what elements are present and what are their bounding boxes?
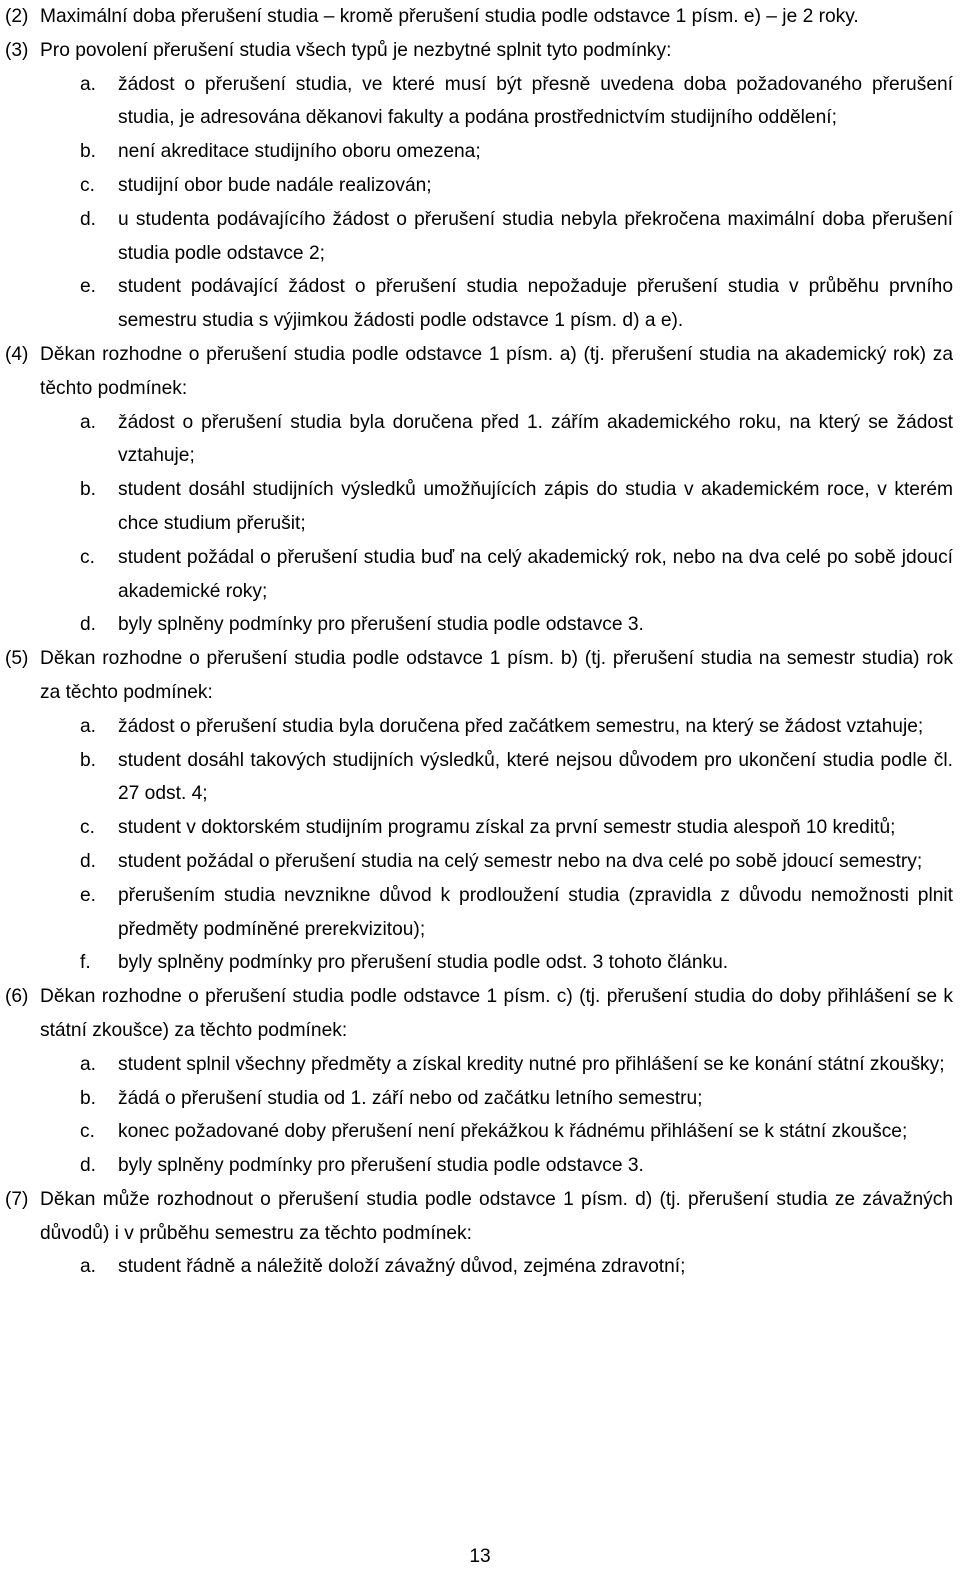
list-item-text: žádost o přerušení studia byla doručena před 1. zářím akademického roku, na který se žádost vztahuje; <box>118 411 953 467</box>
list-item-text: žádá o přerušení studia od 1. září nebo od začátku letního semestru; <box>118 1087 703 1109</box>
list-item <box>80 135 953 169</box>
paragraph-body <box>40 1183 953 1284</box>
list-item-label: f. <box>80 952 91 974</box>
list-item-text: student řádně a náležitě doloží závažný důvod, zejména zdravotní; <box>118 1256 686 1278</box>
list-item-label: c. <box>80 174 95 196</box>
list-item <box>80 845 953 879</box>
list-item <box>80 1048 953 1082</box>
list-item <box>80 744 953 812</box>
list-item <box>80 1250 953 1284</box>
list-item-label: a. <box>80 411 97 433</box>
condition-list <box>80 1250 953 1284</box>
paragraph-text: Pro povolení přerušení studia všech typů je nezbytné splnit tyto podmínky: <box>40 39 672 61</box>
condition-list <box>80 406 953 643</box>
paragraph <box>5 0 953 34</box>
document-body <box>5 0 953 1284</box>
paragraph-number: (7) <box>5 1188 29 1210</box>
paragraph <box>5 1183 953 1284</box>
list-item-text: student dosáhl studijních výsledků umožňujících zápis do studia v akademickém roce, v kterém chce studium přerušit; <box>118 479 953 534</box>
list-item-text: student splnil všechny předměty a získal kredity nutné pro přihlášení se ke konání státní zkoušky; <box>118 1053 945 1075</box>
paragraph-number: (2) <box>5 6 29 27</box>
paragraph-number: (6) <box>5 986 29 1008</box>
list-item-text: student dosáhl takových studijních výsledků, které nejsou důvodem pro ukončení studia podle čl. 27 odst. 4; <box>118 749 953 805</box>
paragraph <box>5 642 953 980</box>
list-item-label: c. <box>80 546 95 568</box>
list-item-text: přerušením studia nevznikne důvod k prodloužení studia (zpravidla z důvodu nemožnosti plnit předměty podmíněné prerekvizitou); <box>118 884 953 940</box>
paragraph <box>5 980 953 1183</box>
list-item-label: d. <box>80 208 97 230</box>
list-item-label: e. <box>80 884 97 906</box>
paragraph-text: Maximální doba přerušení studia – kromě přerušení studia podle odstavce 1 písm. e) – je 2 roky. <box>40 6 859 27</box>
paragraph-number: (3) <box>5 39 29 61</box>
list-item <box>80 203 953 271</box>
list-item-text: student podávající žádost o přerušení studia nepožaduje přerušení studia v průběhu prvního semestru studia s výjimkou žádosti podle odstavce 1 písm. d) a e). <box>118 276 953 332</box>
list-item-label: b. <box>80 141 97 163</box>
list-item-label: a. <box>80 73 97 95</box>
list-item-text: konec požadované doby přerušení není překážkou k řádnému přihlášení se k státní zkoušce; <box>118 1121 908 1143</box>
list-item-text: žádost o přerušení studia, ve které musí být přesně uvedena doba požadovaného přerušení studia, je adresována děkanovi fakulty a podána prostřednictvím studijního oddělení; <box>118 73 953 129</box>
list-item-text: žádost o přerušení studia byla doručena před začátkem semestru, na který se žádost vztahuje; <box>118 715 924 737</box>
paragraph-body <box>40 34 953 338</box>
list-item <box>80 406 953 474</box>
list-item-text: byly splněny podmínky pro přerušení studia podle odstavce 3. <box>118 614 644 636</box>
list-item-label: b. <box>80 479 97 501</box>
list-item-label: d. <box>80 614 97 636</box>
list-item-label: e. <box>80 276 97 298</box>
list-item <box>80 946 953 980</box>
list-item <box>80 1149 953 1183</box>
list-item-label: a. <box>80 1053 97 1075</box>
paragraph-number: (5) <box>5 648 29 670</box>
paragraph-body <box>40 338 953 642</box>
paragraph <box>5 34 953 338</box>
paragraph-text: Děkan rozhodne o přerušení studia podle odstavce 1 písm. c) (tj. přerušení studia do doby přihlášení se k státní zkoušce) za těchto podmínek: <box>40 986 953 1041</box>
list-item <box>80 68 953 136</box>
list-item-text: studijní obor bude nadále realizován; <box>118 174 432 196</box>
paragraph-body <box>40 980 953 1183</box>
paragraph <box>5 338 953 642</box>
list-item <box>80 473 953 541</box>
list-item-label: b. <box>80 1087 97 1109</box>
condition-list <box>80 1048 953 1183</box>
list-item-label: c. <box>80 817 95 839</box>
condition-list <box>80 710 953 980</box>
list-item-text: byly splněny podmínky pro přerušení studia podle odstavce 3. <box>118 1155 644 1177</box>
paragraph-body <box>40 0 953 34</box>
list-item <box>80 541 953 609</box>
paragraph-text: Děkan rozhodne o přerušení studia podle odstavce 1 písm. a) (tj. přerušení studia na akademický rok) za těchto podmínek: <box>40 343 953 399</box>
list-item <box>80 811 953 845</box>
paragraph-text: Děkan může rozhodnout o přerušení studia podle odstavce 1 písm. d) (tj. přerušení studia ze závažných důvodů) i v průběhu semestru za těchto podmínek: <box>40 1188 953 1244</box>
list-item <box>80 608 953 642</box>
page-number: 13 <box>469 1546 491 1567</box>
list-item <box>80 270 953 338</box>
list-item-text: student v doktorském studijním programu získal za první semestr studia alespoň 10 kreditů; <box>118 817 896 839</box>
paragraph-body <box>40 642 953 980</box>
condition-list <box>80 68 953 338</box>
list-item-label: a. <box>80 715 97 737</box>
list-item-label: c. <box>80 1121 95 1143</box>
list-item <box>80 169 953 203</box>
list-item <box>80 1115 953 1149</box>
list-item-text: byly splněny podmínky pro přerušení studia podle odst. 3 tohoto článku. <box>118 952 729 974</box>
list-item-label: b. <box>80 749 97 771</box>
list-item <box>80 879 953 947</box>
list-item-text: není akreditace studijního oboru omezena; <box>118 141 481 163</box>
paragraph-text: Děkan rozhodne o přerušení studia podle odstavce 1 písm. b) (tj. přerušení studia na semestr studia) rok za těchto podmínek: <box>40 648 953 703</box>
list-item <box>80 710 953 744</box>
list-item-text: student požádal o přerušení studia buď na celý akademický rok, nebo na dva celé po sobě jdoucí akademické roky; <box>118 546 953 602</box>
list-item-text: student požádal o přerušení studia na celý semestr nebo na dva celé po sobě jdoucí semestry; <box>118 850 923 872</box>
list-item-label: d. <box>80 1155 97 1177</box>
list-item-text: u studenta podávajícího žádost o přerušení studia nebyla překročena maximální doba přerušení studia podle odstavce 2; <box>118 208 953 264</box>
paragraph-number: (4) <box>5 343 29 365</box>
list-item-label: d. <box>80 850 97 872</box>
list-item <box>80 1082 953 1116</box>
list-item-label: a. <box>80 1256 97 1278</box>
